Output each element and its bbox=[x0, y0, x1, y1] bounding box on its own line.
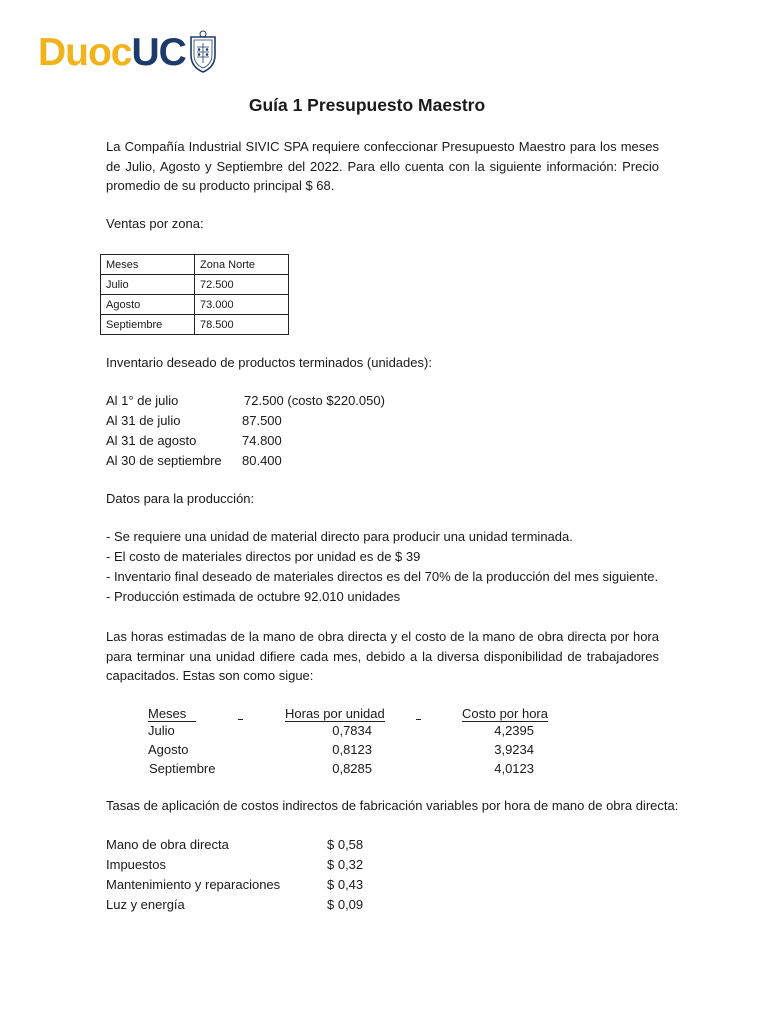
inventario-item-value: 72.500 (costo $220.050) bbox=[244, 393, 385, 408]
table-row bbox=[101, 275, 289, 295]
table-cell: 0,7834 bbox=[332, 723, 372, 738]
table-header-cell: Costo por hora bbox=[462, 706, 548, 721]
inventario-item-value: 74.800 bbox=[242, 433, 282, 448]
tasa-item-label: Impuestos bbox=[106, 857, 166, 872]
ventas-table bbox=[100, 254, 289, 335]
horas-header-meses-wrap bbox=[148, 705, 196, 721]
horas-header-costo-wrap bbox=[462, 705, 548, 723]
table-cell: Agosto bbox=[148, 742, 189, 757]
tasa-item-value: $ 0,09 bbox=[327, 897, 364, 912]
table-header-cell: Meses bbox=[148, 706, 196, 722]
inventario-item-label: Al 1° de julio bbox=[106, 393, 179, 408]
table-cell: 73.000 bbox=[195, 295, 289, 315]
tasa-item-label: Luz y energía bbox=[106, 897, 185, 912]
table-cell: Agosto bbox=[101, 295, 195, 315]
table-header-cell: Horas por unidad bbox=[285, 706, 385, 721]
tasa-item-value: $ 0,58 bbox=[327, 837, 364, 852]
logo-text-uc: UC bbox=[131, 31, 186, 74]
ventas-label: Ventas por zona: bbox=[106, 216, 204, 231]
logo-text-duoc: Duoc bbox=[38, 31, 132, 74]
duoc-uc-logo bbox=[38, 30, 218, 76]
underline-spacer bbox=[416, 719, 421, 720]
intro-paragraph: La Compañía Industrial SIVIC SPA requiere confeccionar Presupuesto Maestro para los meses de Julio, Agosto y Septiembre del 2022. Para ello cuenta con la siguiente información: Precio promedio de su producto principal $ 68. bbox=[106, 139, 659, 194]
tasa-item-value: $ 0,32 bbox=[327, 857, 364, 872]
table-cell: Septiembre bbox=[101, 315, 195, 335]
table-cell: 4,2395 bbox=[494, 723, 534, 738]
underline-spacer bbox=[238, 719, 243, 720]
table-header-cell: Zona Norte bbox=[195, 255, 289, 275]
table-cell: 78.500 bbox=[195, 315, 289, 335]
produccion-item: - Se requiere una unidad de material directo para producir una unidad terminada. bbox=[106, 529, 573, 544]
tasa-item-value: $ 0,43 bbox=[327, 877, 364, 892]
inventario-label: Inventario deseado de productos terminados (unidades): bbox=[106, 355, 432, 370]
produccion-label: Datos para la producción: bbox=[106, 491, 255, 506]
table-cell: Julio bbox=[148, 723, 175, 738]
table-cell: 4,0123 bbox=[494, 761, 534, 776]
horas-header-horas-wrap bbox=[285, 705, 385, 723]
inventario-item-label: Al 31 de agosto bbox=[106, 433, 197, 448]
inventario-item-label: Al 30 de septiembre bbox=[106, 453, 222, 468]
horas-paragraph: Las horas estimadas de la mano de obra directa y el costo de la mano de obra directa por hora para terminar una unidad difiere cada mes, debido a la diversa disponibilidad de trabajadores capacitados. Estas son como sigue: bbox=[106, 629, 659, 684]
table-cell: 3,9234 bbox=[494, 742, 534, 757]
university-crest-icon bbox=[188, 29, 218, 73]
produccion-item: - Producción estimada de octubre 92.010 unidades bbox=[106, 589, 401, 604]
produccion-item: - Inventario final deseado de materiales directos es del 70% de la producción del mes siguiente. bbox=[106, 569, 659, 584]
table-row bbox=[101, 295, 289, 315]
tasas-label: Tasas de aplicación de costos indirectos de fabricación variables por hora de mano de obra directa: bbox=[106, 798, 679, 813]
table-header-row bbox=[101, 255, 289, 275]
produccion-item: - El costo de materiales directos por unidad es de $ 39 bbox=[106, 549, 421, 564]
inventario-item-label: Al 31 de julio bbox=[106, 413, 181, 428]
inventario-item-value: 87.500 bbox=[242, 413, 282, 428]
table-cell: 0,8285 bbox=[332, 761, 372, 776]
table-header-cell: Meses bbox=[101, 255, 195, 275]
inventario-item-value: 80.400 bbox=[242, 453, 282, 468]
table-cell: Julio bbox=[101, 275, 195, 295]
table-cell: 0,8123 bbox=[332, 742, 372, 757]
table-cell: Septiembre bbox=[149, 761, 216, 776]
table-cell: 72.500 bbox=[195, 275, 289, 295]
tasa-item-label: Mano de obra directa bbox=[106, 837, 229, 852]
tasa-item-label: Mantenimiento y reparaciones bbox=[106, 877, 281, 892]
table-row bbox=[101, 315, 289, 335]
page-title: Guía 1 Presupuesto Maestro bbox=[248, 95, 486, 115]
